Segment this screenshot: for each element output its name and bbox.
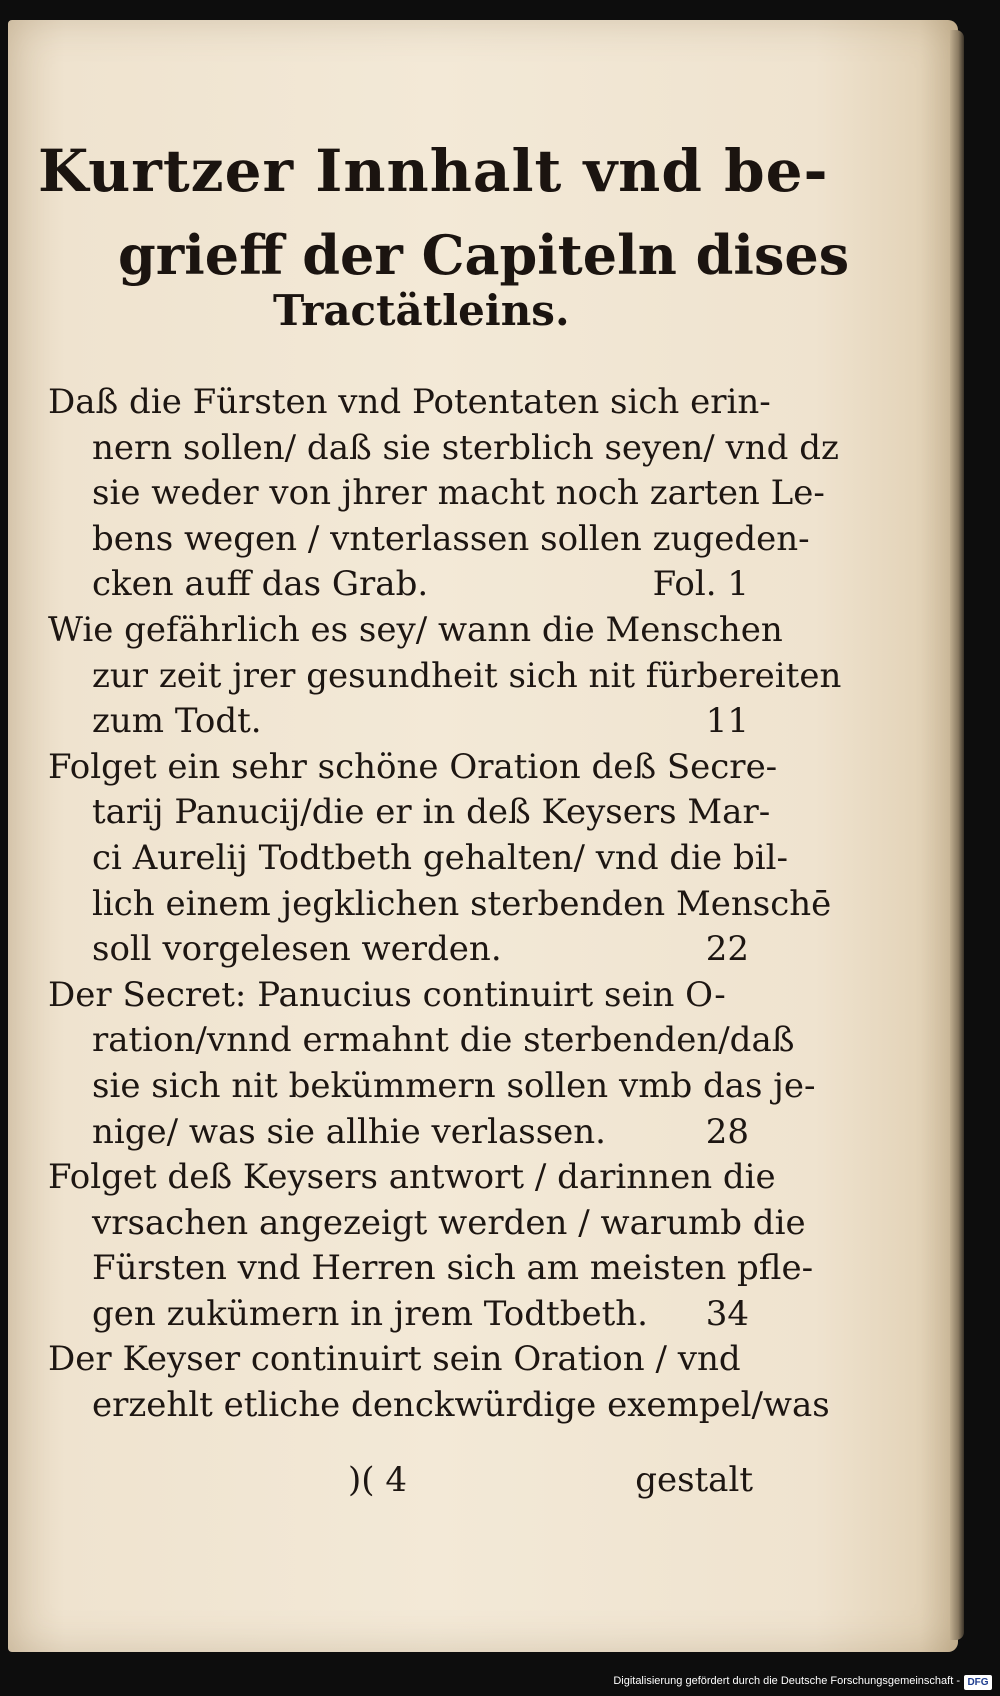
toc-line: zur zeit jrer gesundheit sich nit fürbereiten bbox=[92, 655, 842, 696]
toc-line: nern sollen/ daß sie sterblich seyen/ vnd dz bbox=[92, 427, 839, 468]
toc-line bbox=[48, 562, 753, 608]
toc-line: Daß die Fürsten vnd Potentaten sich erin- bbox=[48, 382, 771, 422]
toc-line-text: cken auff das Grab. bbox=[92, 564, 429, 605]
heading-line-2: grieff der Capiteln dises bbox=[118, 223, 850, 287]
folio-number: 11 bbox=[705, 701, 749, 742]
toc-line: ration/vnnd ermahnt die sterbenden/daß bbox=[92, 1020, 795, 1061]
toc-line bbox=[48, 1110, 753, 1156]
toc-line: Der Keyser continuirt sein Oration / vnd bbox=[48, 1339, 741, 1380]
toc-line-text: nige/ was sie allhie verlassen. bbox=[92, 1111, 606, 1152]
toc-entry bbox=[48, 1155, 814, 1337]
heading-line-3: Tractätleins. bbox=[273, 286, 570, 335]
toc-line: Der Secret: Panucius continuirt sein O- bbox=[48, 974, 726, 1015]
toc-line: sie sich nit bekümmern sollen vmb das je- bbox=[92, 1065, 816, 1106]
toc-entry bbox=[48, 745, 832, 973]
toc-line: erzehlt etliche denckwürdige exempel/was bbox=[92, 1385, 830, 1426]
toc-line-text: zum Todt. bbox=[92, 701, 262, 742]
table-of-contents bbox=[48, 380, 842, 1429]
toc-line: vrsachen angezeigt werden / warumb die bbox=[92, 1202, 806, 1243]
folio-number: 28 bbox=[705, 1111, 749, 1152]
toc-entry bbox=[48, 1337, 830, 1428]
heading-line-1: Kurtzer Innhalt vnd be- bbox=[38, 137, 829, 205]
folio-number: 34 bbox=[705, 1293, 749, 1334]
page-edge bbox=[950, 30, 964, 1640]
catchword: gestalt bbox=[635, 1460, 753, 1500]
toc-line: Folget deß Keysers antwort / darinnen die bbox=[48, 1157, 776, 1198]
toc-line: Folget ein sehr schöne Oration deß Secre- bbox=[48, 746, 778, 787]
toc-line: ci Aurelij Todtbeth gehalten/ vnd die bil- bbox=[92, 837, 788, 878]
toc-line bbox=[48, 927, 753, 973]
toc-line bbox=[48, 1292, 753, 1338]
toc-entry bbox=[48, 380, 839, 608]
signature-mark: )( 4 bbox=[348, 1460, 407, 1500]
toc-entry bbox=[48, 608, 842, 745]
toc-line: lich einem jegklichen sterbenden Menschē bbox=[92, 883, 832, 924]
toc-line-text: gen zukümern in jrem Todtbeth. bbox=[92, 1293, 648, 1334]
toc-line: Fürsten vnd Herren sich am meisten pfle- bbox=[92, 1248, 814, 1289]
toc-line bbox=[48, 699, 753, 745]
toc-line: bens wegen / vnterlassen sollen zugeden- bbox=[92, 518, 810, 559]
toc-line-text: soll vorgelesen werden. bbox=[92, 929, 502, 970]
dfg-logo: DFG bbox=[964, 1675, 992, 1690]
folio-number: 22 bbox=[705, 929, 749, 970]
digitization-credit: Digitalisierung gefördert durch die Deutsche Forschungsgemeinschaft - bbox=[613, 1675, 960, 1687]
book-page bbox=[8, 20, 958, 1652]
toc-line: tarij Panucij/die er in deß Keysers Mar- bbox=[92, 792, 771, 833]
toc-entry bbox=[48, 973, 816, 1155]
toc-line: Wie gefährlich es sey/ wann die Menschen bbox=[48, 609, 783, 650]
folio-number: Fol. 1 bbox=[652, 564, 749, 605]
toc-line: sie weder von jhrer macht noch zarten Le- bbox=[92, 473, 825, 514]
credit-bar bbox=[0, 1672, 1000, 1696]
page-footer bbox=[48, 1460, 753, 1510]
